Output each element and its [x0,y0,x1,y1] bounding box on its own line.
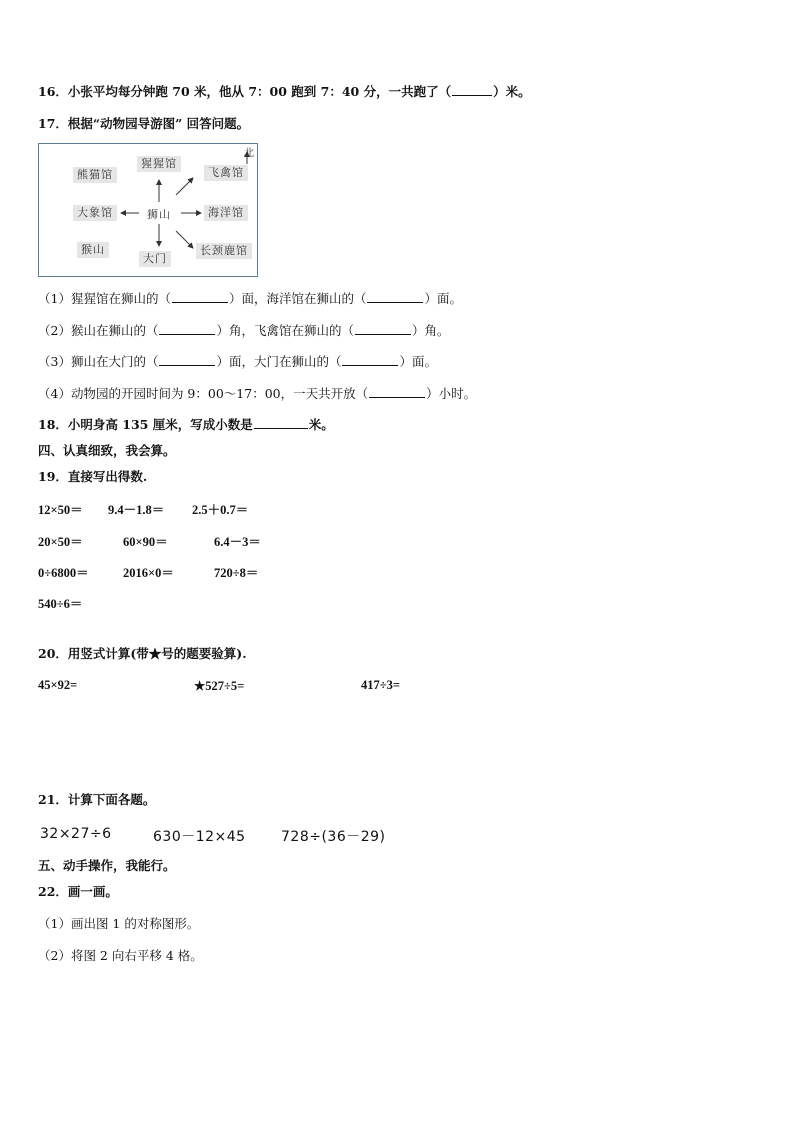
question-18: 18．小明身高 135 厘米，写成小数是 米。 [38,417,334,432]
section-4-heading: 四、认真细致，我会算。 [38,443,176,458]
answer-blank[interactable] [369,387,425,398]
venue-elephant: 大象馆 [73,205,117,221]
vertical-calc-item: 45×92= [38,678,78,692]
arrow-southeast-icon [176,231,193,248]
expression-item: 630－12×45 [153,829,246,845]
venue-giraffe: 长颈鹿馆 [196,243,252,259]
venue-gate: 大门 [139,251,171,267]
venue-monkey: 猴山 [77,242,109,258]
calc-item: 0÷6800＝ [38,566,89,580]
answer-blank[interactable] [452,85,492,96]
venue-gorilla: 猩猩馆 [137,156,181,172]
question-17-title: 17．根据“动物园导游图” 回答问题。 [38,116,250,131]
expression-item: 728÷(36－29) [281,829,386,845]
venue-panda: 熊猫馆 [73,167,117,183]
calc-item: 2.5＋0.7＝ [192,503,249,517]
q16-text: 16．小张平均每分钟跑 70 米，他从 7：00 跑到 7：40 分，一共跑了（ [38,84,452,99]
venue-aviary: 飞禽馆 [204,165,248,181]
center-lion-hill: 狮山 [147,208,171,221]
answer-blank[interactable] [172,292,228,303]
q16-text-end: ）米。 [493,84,531,99]
question-19-title: 19．直接写出得数. [38,469,148,484]
q17-sub3: （3）狮山在大门的（ ）面，大门在狮山的（ ）面。 [38,354,437,369]
answer-blank[interactable] [355,324,411,335]
answer-blank[interactable] [254,418,308,429]
q22-sub1: （1）画出图 1 的对称图形。 [38,916,200,931]
answer-blank[interactable] [159,355,215,366]
q17-sub2: （2）猴山在狮山的（ ）角，飞禽馆在狮山的（ ）角。 [38,323,450,338]
calc-item: 720÷8＝ [214,566,259,580]
calc-item: 540÷6＝ [38,597,83,611]
vertical-calc-item: 417÷3= [361,678,400,692]
answer-blank[interactable] [367,292,423,303]
question-22-title: 22．画一画。 [38,884,118,899]
calc-item: 20×50＝ [38,535,83,549]
answer-blank[interactable] [342,355,398,366]
calc-item: 6.4－3＝ [214,535,261,549]
q17-sub4: （4）动物园的开园时间为 9：00～17：00，一天共开放（ ）小时。 [38,386,477,401]
venue-ocean: 海洋馆 [204,205,248,221]
q17-sub1: （1）猩猩馆在狮山的（ ）面，海洋馆在狮山的（ ）面。 [38,291,462,306]
calc-item: 60×90＝ [123,535,168,549]
calc-item: 12×50＝ [38,503,83,517]
vertical-calc-item: ★527÷5= [194,679,245,693]
arrow-northeast-icon [176,178,193,195]
calc-item: 9.4－1.8＝ [108,503,165,517]
question-20-title: 20．用竖式计算(带★号的题要验算). [38,646,247,661]
question-21-title: 21．计算下面各题。 [38,792,156,807]
question-16 [38,84,531,100]
q22-sub2: （2）将图 2 向右平移 4 格。 [38,948,203,963]
north-label: 北 [244,148,254,159]
expression-item: 32×27÷6 [40,826,112,842]
answer-blank[interactable] [159,324,215,335]
section-5-heading: 五、动手操作，我能行。 [38,858,176,873]
calc-item: 2016×0＝ [123,566,174,580]
zoo-guide-map [38,143,258,277]
